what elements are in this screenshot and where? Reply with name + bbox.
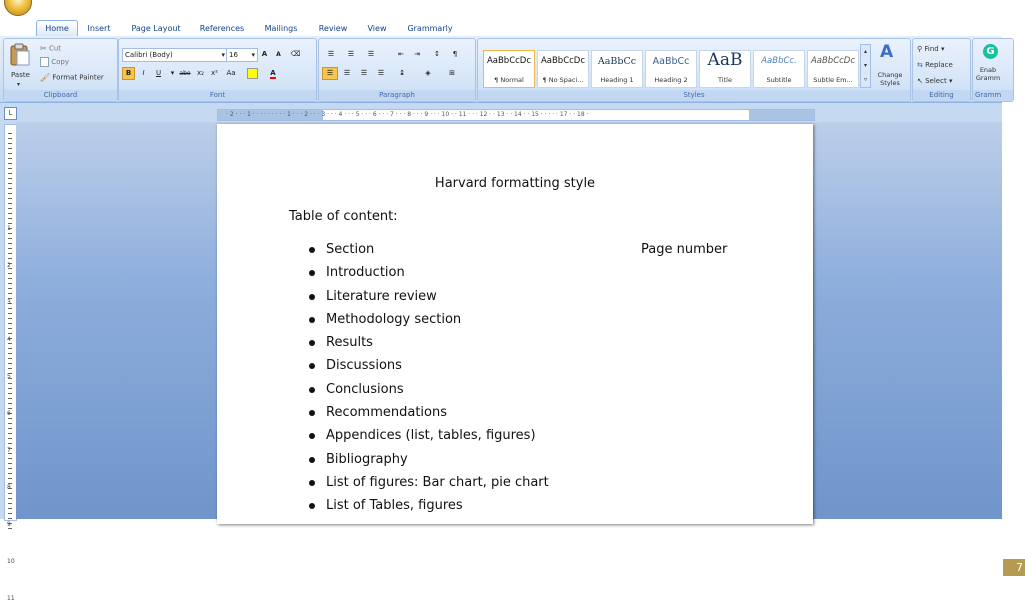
shrink-font-icon: A bbox=[276, 51, 281, 58]
style-name: ¶ No Spaci... bbox=[542, 76, 584, 84]
ruler-tick bbox=[8, 508, 12, 509]
document-page[interactable] bbox=[217, 124, 813, 524]
justify-icon: ☰ bbox=[377, 69, 385, 77]
style-sample: AaBbCcDc bbox=[486, 56, 532, 66]
toc-heading: Table of content: bbox=[289, 209, 398, 224]
enable-grammarly-button[interactable] bbox=[973, 42, 1013, 86]
ruler-tick bbox=[8, 343, 12, 344]
toc-item: List of Tables, figures bbox=[307, 497, 549, 520]
ruler-tick bbox=[8, 393, 12, 394]
right-margin-shade bbox=[749, 110, 814, 120]
ruler-tick bbox=[8, 273, 12, 274]
ruler-tick bbox=[8, 153, 12, 154]
toc-item: Appendices (list, tables, figures) bbox=[307, 427, 549, 450]
ruler-tick bbox=[8, 203, 12, 204]
document-title: Harvard formatting style bbox=[434, 176, 596, 191]
toc-item: Recommendations bbox=[307, 404, 549, 427]
border-grid-icon: ⊞ bbox=[449, 69, 455, 77]
copy-button[interactable] bbox=[40, 57, 69, 68]
binoculars-icon: ⚲ bbox=[917, 45, 923, 53]
ruler-tick bbox=[8, 358, 12, 359]
ruler-number: 5 bbox=[7, 373, 11, 380]
paragraph-group-label: Paragraph bbox=[319, 90, 475, 101]
borders-button[interactable] bbox=[443, 67, 461, 80]
ruler-tick bbox=[8, 513, 12, 514]
format-painter-label: Format Painter bbox=[52, 73, 104, 82]
sort-button[interactable] bbox=[429, 48, 445, 61]
ruler-bar bbox=[0, 103, 1002, 122]
toc-item: Conclusions bbox=[307, 381, 549, 404]
ruler-tick bbox=[8, 318, 12, 319]
editing-group bbox=[912, 38, 971, 102]
select-label: Select bbox=[925, 77, 947, 85]
outdent-icon: ⇤ bbox=[398, 50, 404, 58]
ruler-number: 7 bbox=[7, 447, 11, 454]
ruler-tick bbox=[8, 248, 12, 249]
cut-button[interactable] bbox=[40, 43, 61, 55]
copy-label: Copy bbox=[51, 58, 69, 66]
change-case-icon: Aa bbox=[226, 69, 236, 77]
more-icon: ▿ bbox=[863, 76, 867, 83]
toc-item: Discussions bbox=[307, 357, 549, 380]
ruler-tick bbox=[8, 158, 12, 159]
scissors-icon: ✂ bbox=[40, 44, 47, 53]
tab-grammarly[interactable]: Grammarly bbox=[407, 24, 453, 33]
line-spacing-button[interactable] bbox=[393, 67, 411, 80]
ribbon-tab-strip bbox=[0, 0, 1002, 36]
style-name: Subtitle bbox=[766, 76, 792, 84]
ruler-tick bbox=[8, 408, 12, 409]
ruler-number: 3 bbox=[7, 299, 11, 306]
toc-item: Introduction bbox=[307, 264, 549, 287]
font-color-button[interactable] bbox=[265, 67, 281, 80]
toc-list bbox=[307, 241, 549, 521]
font-color-icon: A bbox=[270, 69, 276, 77]
grammarly-group bbox=[972, 38, 1014, 102]
change-case-button[interactable] bbox=[223, 67, 239, 80]
bullets-button[interactable] bbox=[322, 48, 340, 61]
find-button[interactable] bbox=[917, 44, 944, 55]
ruler-tick bbox=[8, 433, 12, 434]
ruler-tick bbox=[8, 458, 12, 459]
replace-label: Replace bbox=[925, 61, 953, 69]
paste-icon bbox=[9, 43, 31, 67]
justify-button[interactable] bbox=[373, 67, 389, 80]
styles-scroll[interactable] bbox=[860, 44, 871, 88]
style-sample: AaBbCc bbox=[652, 56, 690, 67]
ruler-number: 10 bbox=[7, 558, 15, 565]
ruler-tick bbox=[8, 208, 12, 209]
style-subtle-emphasis[interactable] bbox=[807, 50, 859, 88]
ruler-tick bbox=[8, 368, 12, 369]
ruler-tick bbox=[8, 258, 12, 259]
styles-group bbox=[477, 38, 911, 102]
chevron-down-icon: ▾ bbox=[17, 81, 21, 88]
clipboard-group-label: Clipboard bbox=[4, 90, 117, 101]
ruler-tick bbox=[8, 348, 12, 349]
line-spacing-icon: ↨ bbox=[399, 69, 405, 77]
ruler-tick bbox=[8, 493, 12, 494]
toc-item: Results bbox=[307, 334, 549, 357]
style-name: ¶ Normal bbox=[494, 76, 524, 84]
font-name-field[interactable] bbox=[122, 48, 228, 62]
ruler-tick bbox=[8, 363, 12, 364]
superscript-icon: x² bbox=[211, 69, 218, 77]
ruler-tick bbox=[8, 178, 12, 179]
chevron-down-icon[interactable]: ▾ bbox=[170, 69, 175, 77]
style-sample: AaB bbox=[707, 50, 743, 70]
ruler-tick bbox=[8, 473, 12, 474]
paste-label: Paste bbox=[11, 71, 30, 79]
chevron-up-icon: ▴ bbox=[863, 48, 867, 55]
ruler-number: 1 bbox=[7, 225, 11, 232]
ruler-tick bbox=[8, 323, 12, 324]
style-sample: AaBbCc bbox=[597, 56, 637, 67]
paint-bucket-icon: ◈ bbox=[425, 69, 431, 77]
editing-group-label: Editing bbox=[913, 90, 970, 101]
style-heading-1[interactable] bbox=[591, 50, 643, 88]
ruler-tick bbox=[8, 468, 12, 469]
style-normal[interactable] bbox=[483, 50, 535, 88]
ruler-tick bbox=[8, 388, 12, 389]
ruler-tick bbox=[8, 478, 12, 479]
tab-references[interactable]: References bbox=[199, 24, 245, 33]
ruler-tick bbox=[8, 423, 12, 424]
align-center-icon: ☰ bbox=[343, 69, 351, 77]
underline-icon: U bbox=[155, 69, 162, 77]
paragraph-group bbox=[318, 38, 476, 102]
ruler-tick bbox=[8, 253, 12, 254]
bold-icon: B bbox=[125, 69, 132, 77]
ruler-tick bbox=[8, 168, 12, 169]
ruler-tick bbox=[8, 163, 12, 164]
italic-button[interactable] bbox=[137, 67, 150, 80]
ruler-tick bbox=[8, 198, 12, 199]
ruler-number: 2 bbox=[7, 262, 11, 269]
ruler-tick bbox=[8, 528, 12, 529]
bold-button[interactable] bbox=[122, 67, 135, 80]
format-painter-button[interactable] bbox=[40, 72, 104, 84]
replace-button[interactable] bbox=[917, 60, 953, 71]
increase-indent-button[interactable] bbox=[409, 48, 425, 61]
chevron-down-icon: ▾ bbox=[863, 62, 867, 69]
highlighter-icon bbox=[247, 68, 258, 79]
ruler-tick bbox=[8, 503, 12, 504]
tab-insert[interactable]: Insert bbox=[87, 24, 111, 33]
ruler-tick bbox=[8, 193, 12, 194]
align-right-icon: ☰ bbox=[360, 69, 368, 77]
tab-mailings[interactable]: Mailings bbox=[264, 24, 298, 33]
highlight-button[interactable] bbox=[243, 67, 261, 80]
grow-font-button[interactable] bbox=[258, 48, 271, 61]
change-styles-label: Change Styles bbox=[877, 71, 903, 87]
ruler-scale: · 2 · · · 1 · · · · · · · · · 1 · · · 2 · · · 3 · · · 4 · · · 5 · · · 6 · · · 7 · · · 8 · · · 9 · · · 10 · · 11 · · · 12 · · 13 · · 14 · · 15 · · · · · 17 · · 18 · bbox=[226, 111, 589, 118]
numbered-list-icon: ☰ bbox=[347, 50, 355, 58]
ruler-tick bbox=[8, 313, 12, 314]
slide-number: 7 bbox=[1003, 559, 1025, 576]
ruler-tick bbox=[8, 518, 12, 519]
ruler-tick bbox=[8, 428, 12, 429]
pilcrow-icon: ¶ bbox=[452, 50, 458, 58]
ruler-tick bbox=[8, 463, 12, 464]
ruler-tick bbox=[8, 293, 12, 294]
horizontal-ruler[interactable] bbox=[217, 109, 815, 121]
multilevel-list-button[interactable] bbox=[362, 48, 380, 61]
font-group bbox=[118, 38, 317, 102]
show-formatting-button[interactable] bbox=[447, 48, 463, 61]
ruler-tick bbox=[8, 353, 12, 354]
align-left-icon: ☰ bbox=[326, 69, 334, 77]
enable-grammarly-label: Enab Gramm bbox=[975, 66, 1001, 82]
ruler-tick bbox=[8, 438, 12, 439]
ruler-tick bbox=[8, 223, 12, 224]
toc-item: Methodology section bbox=[307, 311, 549, 334]
ruler-number: 6 bbox=[7, 410, 11, 417]
bullet-list-icon: ☰ bbox=[327, 50, 335, 58]
ruler-tick bbox=[8, 138, 12, 139]
ruler-tick bbox=[8, 243, 12, 244]
chevron-down-icon: ▾ bbox=[940, 45, 945, 53]
clear-formatting-button[interactable] bbox=[289, 48, 302, 61]
style-sample: AaBbCc. bbox=[761, 56, 797, 66]
indent-icon: ⇥ bbox=[414, 50, 420, 58]
toc-item: Bibliography bbox=[307, 451, 549, 474]
ruler-number: 9 bbox=[7, 521, 11, 528]
ruler-tick bbox=[8, 443, 12, 444]
ruler-tick bbox=[8, 143, 12, 144]
multilevel-list-icon: ☰ bbox=[367, 50, 375, 58]
cut-label: Cut bbox=[48, 44, 62, 53]
grammarly-group-label: Gramm bbox=[973, 90, 1013, 101]
cursor-icon: ↖ bbox=[917, 77, 923, 85]
strikethrough-icon: abe bbox=[179, 70, 191, 77]
style-heading-2[interactable] bbox=[645, 50, 697, 88]
ruler-tick bbox=[8, 148, 12, 149]
ruler-tick bbox=[8, 283, 12, 284]
change-styles-button[interactable] bbox=[872, 42, 908, 88]
paste-button[interactable] bbox=[7, 43, 33, 89]
find-label: Find bbox=[924, 45, 939, 53]
sort-icon: ↕ bbox=[434, 50, 440, 58]
ruler-tick bbox=[8, 308, 12, 309]
strikethrough-button[interactable] bbox=[177, 67, 193, 80]
ruler-tick bbox=[8, 398, 12, 399]
numbering-button[interactable] bbox=[342, 48, 360, 61]
ruler-tick bbox=[8, 498, 12, 499]
eraser-icon: ⌫ bbox=[290, 50, 301, 58]
subscript-icon: x₂ bbox=[197, 69, 204, 77]
grow-font-icon: A bbox=[261, 50, 268, 58]
ruler-tick bbox=[8, 328, 12, 329]
underline-button[interactable] bbox=[152, 67, 165, 80]
paintbrush-icon: 🖌 bbox=[40, 73, 51, 82]
styles-group-label: Styles bbox=[478, 90, 910, 101]
ruler-tick bbox=[8, 183, 12, 184]
font-size-value: 16 bbox=[229, 51, 238, 59]
align-right-button[interactable] bbox=[356, 67, 372, 80]
chevron-down-icon: ▾ bbox=[221, 51, 225, 59]
page-number-column-label: Page number bbox=[641, 242, 728, 257]
shading-button[interactable] bbox=[419, 67, 437, 80]
font-size-field[interactable] bbox=[226, 48, 258, 62]
tab-stop-icon: L bbox=[8, 109, 13, 117]
style-name: Heading 1 bbox=[600, 76, 634, 84]
grammarly-icon: G bbox=[983, 44, 998, 59]
ruler-tick bbox=[8, 188, 12, 189]
align-left-button[interactable] bbox=[322, 67, 338, 80]
shrink-font-button[interactable] bbox=[272, 48, 285, 61]
style-no-spacing[interactable] bbox=[537, 50, 589, 88]
ruler-number: 11 bbox=[7, 595, 15, 602]
ruler-tick bbox=[8, 133, 12, 134]
ruler-tick bbox=[8, 418, 12, 419]
ruler-tick bbox=[8, 403, 12, 404]
style-name: Title bbox=[718, 76, 732, 84]
ruler-number: 4 bbox=[7, 336, 11, 343]
align-center-button[interactable] bbox=[339, 67, 355, 80]
style-name: Heading 2 bbox=[654, 76, 688, 84]
copy-icon bbox=[40, 57, 49, 67]
style-sample: AaBbCcDc bbox=[540, 56, 586, 66]
change-styles-icon: A bbox=[880, 42, 894, 62]
ruler-tick bbox=[8, 383, 12, 384]
italic-icon: I bbox=[142, 69, 145, 77]
chevron-down-icon: ▾ bbox=[251, 51, 255, 59]
ruler-number: 8 bbox=[7, 484, 11, 491]
font-name-value: Calibri (Body) bbox=[125, 51, 173, 59]
ruler-tick bbox=[8, 218, 12, 219]
document-workspace bbox=[16, 122, 1002, 519]
ruler-tick bbox=[8, 288, 12, 289]
subscript-button[interactable] bbox=[194, 67, 207, 80]
font-group-label: Font bbox=[119, 90, 316, 101]
ruler-tick bbox=[8, 213, 12, 214]
tab-home[interactable]: Home bbox=[36, 20, 78, 37]
replace-icon: ⇆ bbox=[917, 61, 923, 69]
tab-page-layout[interactable]: Page Layout bbox=[131, 24, 181, 33]
toc-item: Literature review bbox=[307, 288, 549, 311]
toc-item: Section bbox=[307, 241, 549, 264]
style-subtitle[interactable] bbox=[753, 50, 805, 88]
ruler-tick bbox=[8, 333, 12, 334]
ruler-tick bbox=[8, 238, 12, 239]
toc-item: List of figures: Bar chart, pie chart bbox=[307, 474, 549, 497]
superscript-button[interactable] bbox=[208, 67, 221, 80]
tab-view[interactable]: View bbox=[367, 24, 387, 33]
ruler-tick bbox=[8, 233, 12, 234]
ruler-tick bbox=[8, 278, 12, 279]
chevron-down-icon: ▾ bbox=[948, 77, 953, 85]
decrease-indent-button[interactable] bbox=[393, 48, 409, 61]
style-sample: AaBbCcDc bbox=[810, 56, 856, 66]
ribbon bbox=[0, 36, 1002, 103]
style-name: Subtle Em... bbox=[813, 76, 853, 84]
office-button[interactable] bbox=[4, 0, 32, 16]
style-title[interactable] bbox=[699, 50, 751, 88]
tab-selector-button[interactable] bbox=[4, 107, 17, 120]
clipboard-group bbox=[3, 38, 118, 102]
select-button[interactable] bbox=[917, 76, 952, 87]
ruler-tick bbox=[8, 173, 12, 174]
tab-review[interactable]: Review bbox=[318, 24, 348, 33]
